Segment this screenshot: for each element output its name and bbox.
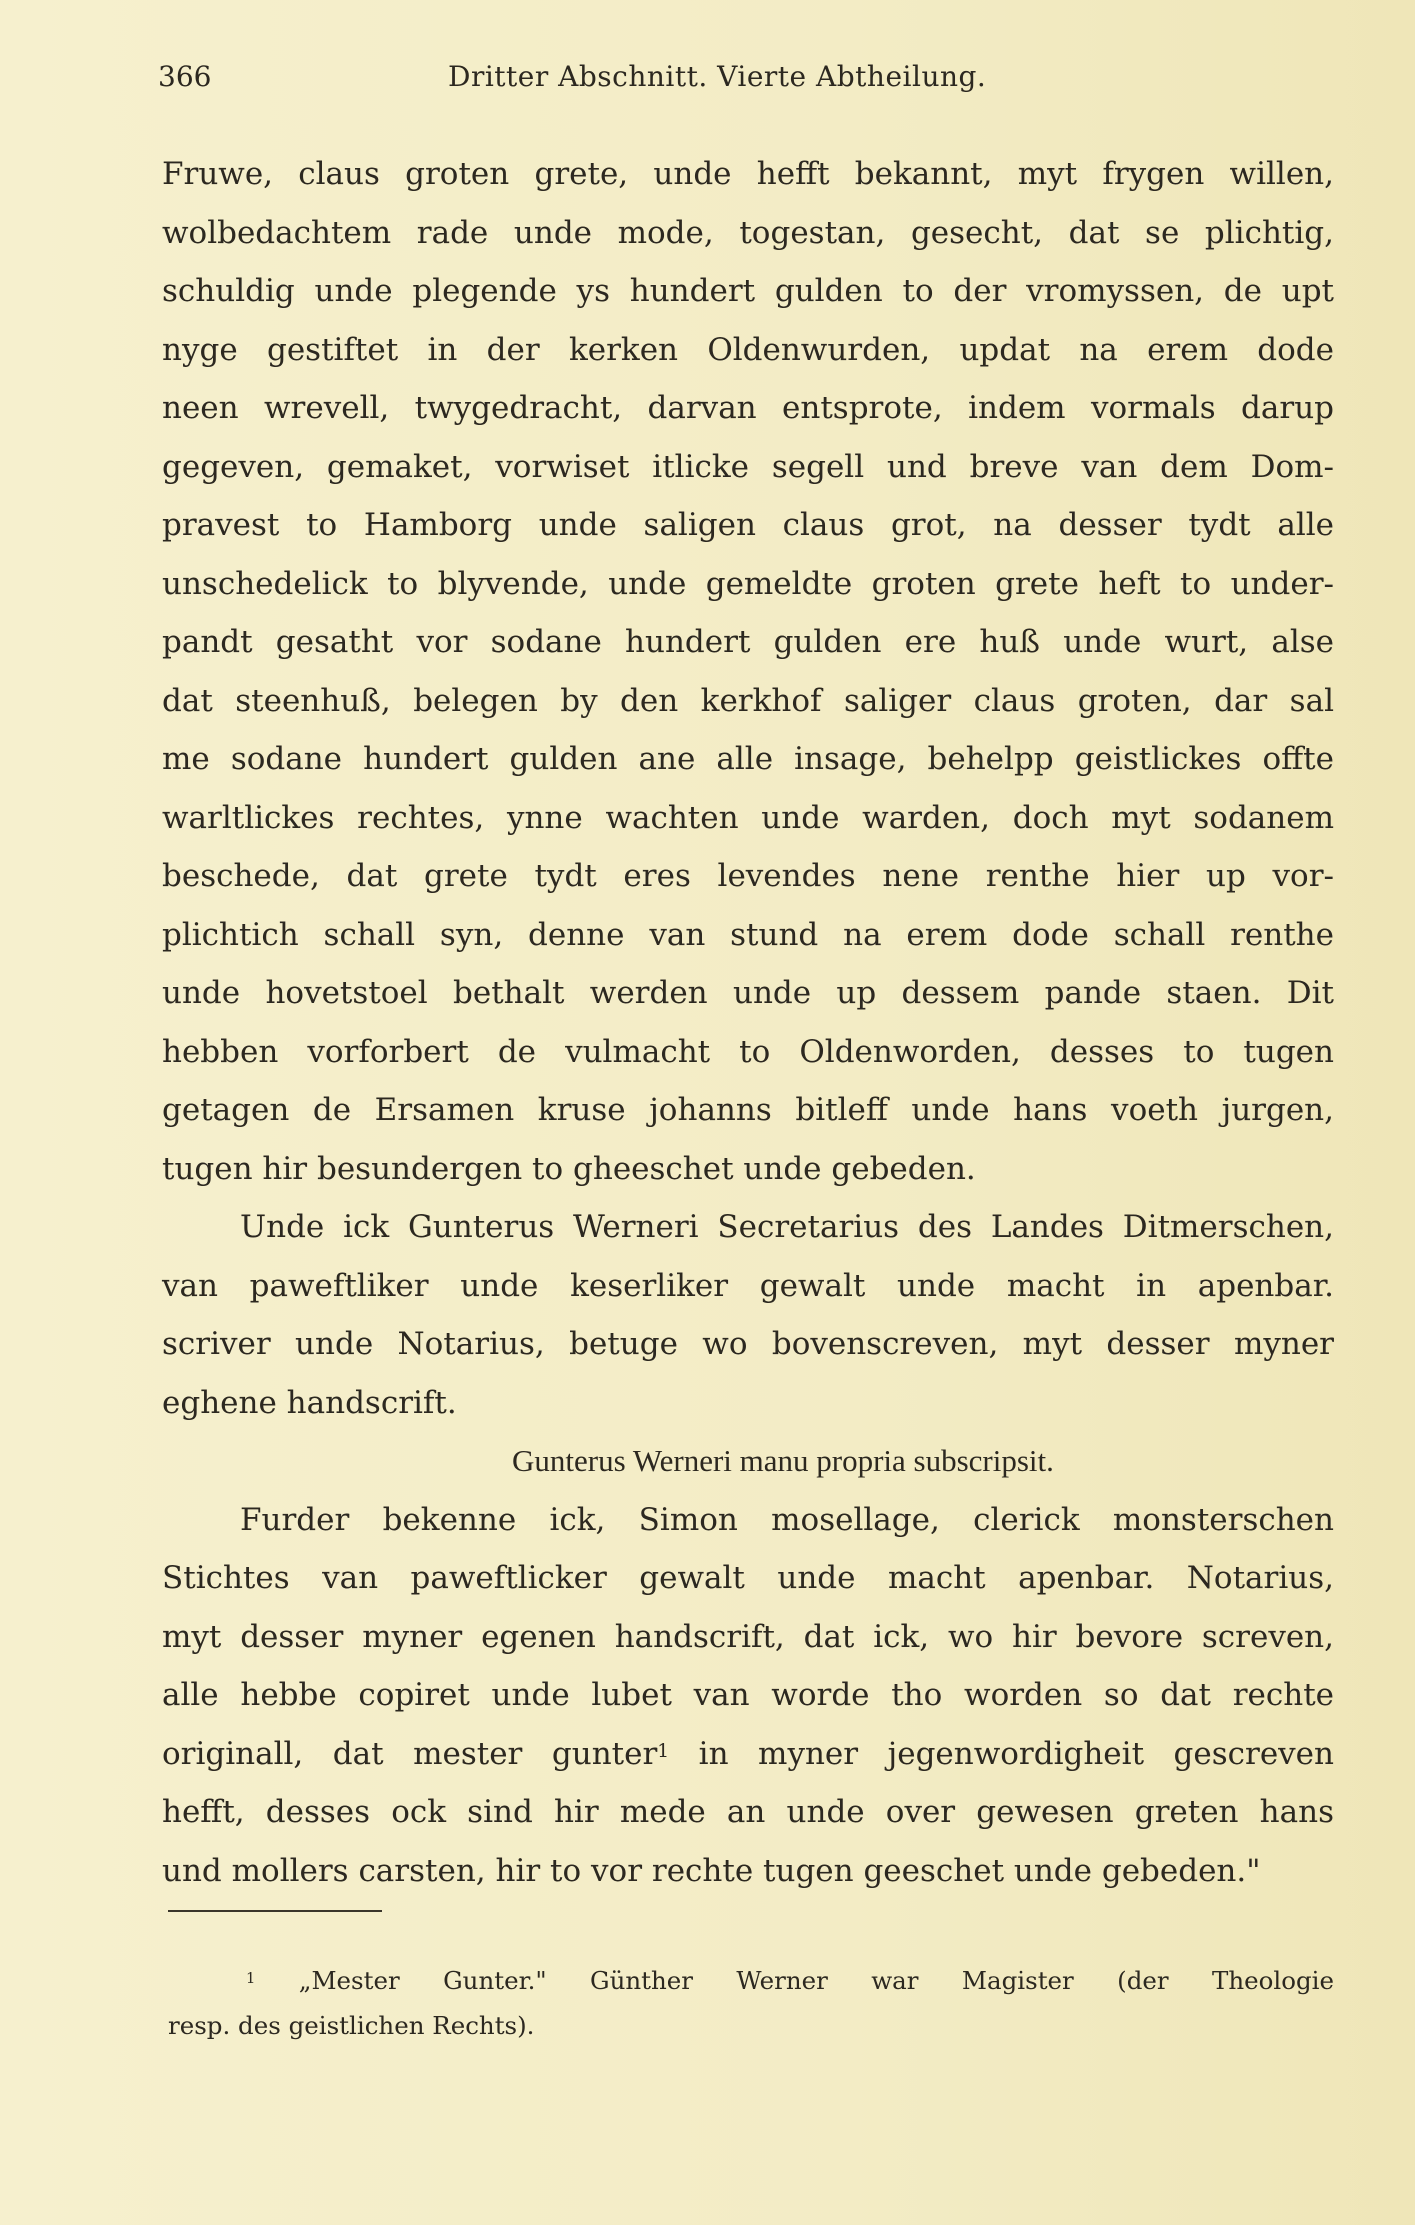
text-line: pravest to Hamborg unde saligen claus grot, na desser tydt alle bbox=[162, 507, 1334, 543]
text-line: und mollers carsten, hir to vor rechte tugen geeschet unde gebeden." bbox=[162, 1852, 1261, 1889]
text-line: Furder bekenne ick, Simon mosellage, clerick monsterschen bbox=[240, 1501, 1334, 1538]
footnote-divider bbox=[168, 1910, 382, 1912]
text-line: unschedelick to blyvende, unde gemeldte groten grete heft to under- bbox=[162, 565, 1334, 602]
footnote-marker: 1 bbox=[657, 1740, 670, 1762]
text-line: warltlickes rechtes, ynne wachten unde warden, doch myt sodanem bbox=[162, 799, 1334, 836]
footnote-text: „Mester Gunter." Günther Werner war Magister (der Theologie bbox=[298, 1966, 1334, 1995]
footnote-number: 1 bbox=[246, 1970, 256, 1987]
text-line: plichtich schall syn, denne van stund na erem dode schall renthe bbox=[162, 916, 1334, 953]
text-line: eghene handscrift. bbox=[162, 1384, 457, 1421]
text-line-with-footnote bbox=[162, 1725, 1334, 1784]
text-line: neen wrevell, twygedracht, darvan entsprote, indem vormals darup bbox=[162, 390, 1334, 426]
signature-line: Gunterus Werneri manu propria subscripsit. bbox=[512, 1443, 1054, 1478]
main-text bbox=[162, 145, 1334, 1900]
page-header bbox=[158, 60, 1358, 110]
text-line: tugen hir besundergen to gheeschet unde gebeden. bbox=[162, 1150, 976, 1187]
footnotes bbox=[168, 1958, 1334, 2048]
text-line: unde hovetstoel bethalt werden unde up dessem pande staen. Dit bbox=[162, 975, 1334, 1011]
text-line: Stichtes van paweftlicker gewalt unde macht apenbar. Notarius, bbox=[162, 1560, 1334, 1596]
text-line: scriver unde Notarius, betuge wo bovenscreven, myt desser myner bbox=[162, 1326, 1334, 1362]
text-line: hebben vorforbert de vulmacht to Oldenworden, desses to tugen bbox=[162, 1033, 1334, 1070]
text-line: beschede, dat grete tydt eres levendes nene renthe hier up vor- bbox=[162, 858, 1334, 894]
text-line: Fruwe, claus groten grete, unde hefft bekannt, myt frygen willen, bbox=[162, 156, 1334, 192]
text-line: alle hebbe copiret unde lubet van worde tho worden so dat rechte bbox=[162, 1677, 1334, 1713]
text-segment: originall, dat mester gunter bbox=[162, 1735, 658, 1772]
text-line: me sodane hundert gulden ane alle insage, behelpp geistlickes offte bbox=[162, 741, 1334, 777]
page-number: 366 bbox=[158, 60, 212, 93]
text-line: nyge gestiftet in der kerken Oldenwurden, updat na erem dode bbox=[162, 331, 1334, 368]
text-line: dat steenhuß, belegen by den kerkhof saliger claus groten, dar sal bbox=[162, 682, 1334, 719]
footnote-line: resp. des geistlichen Rechts). bbox=[168, 2011, 535, 2040]
footnote-line bbox=[168, 1958, 1334, 2003]
text-line: van paweftliker unde keserliker gewalt unde macht in apenbar. bbox=[162, 1267, 1334, 1304]
text-line: Unde ick Gunterus Werneri Secretarius des Landes Ditmerschen, bbox=[240, 1209, 1334, 1245]
text-line: wolbedachtem rade unde mode, togestan, gesecht, dat se plichtig, bbox=[162, 214, 1334, 251]
text-line: hefft, desses ock sind hir mede an unde over gewesen greten hans bbox=[162, 1794, 1334, 1830]
text-line: schuldig unde plegende ys hundert gulden to der vromyssen, de upt bbox=[162, 273, 1334, 309]
text-line: pandt gesatht vor sodane hundert gulden ere huß unde wurt, alse bbox=[162, 624, 1334, 660]
text-line: gegeven, gemaket, vorwiset itlicke segell und breve van dem Dom- bbox=[162, 448, 1334, 485]
text-segment: in myner jegenwordigheit gescreven bbox=[669, 1735, 1334, 1772]
text-line: myt desser myner egenen handscrift, dat ick, wo hir bevore screven, bbox=[162, 1618, 1334, 1655]
running-head: Dritter Abschnitt. Vierte Abtheilung. bbox=[448, 60, 987, 93]
text-line: getagen de Ersamen kruse johanns bitleff unde hans voeth jurgen, bbox=[162, 1092, 1334, 1128]
